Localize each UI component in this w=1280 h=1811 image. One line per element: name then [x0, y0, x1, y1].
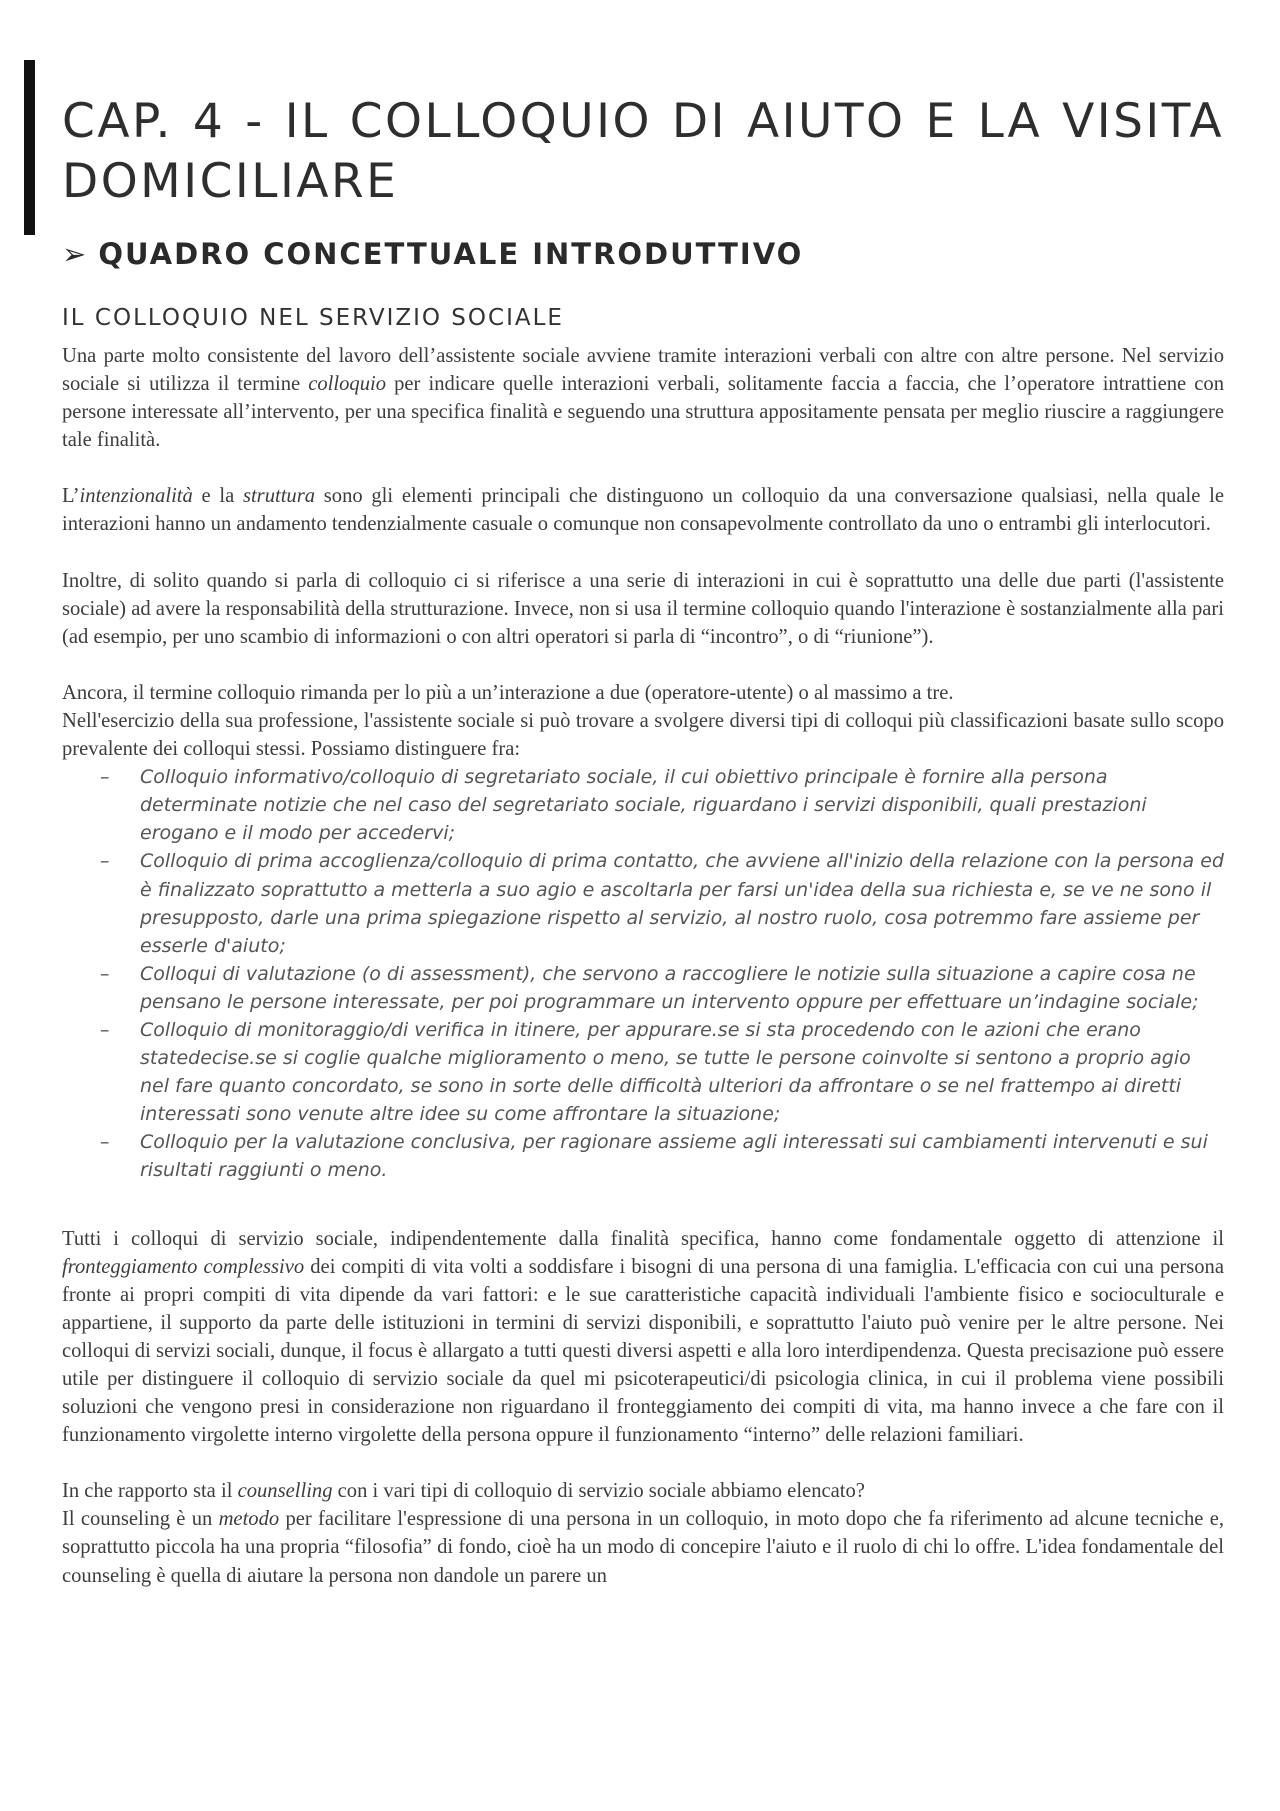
section-heading — [62, 237, 803, 271]
chapter-title: CAP. 4 - IL COLLOQUIO DI AIUTO E LA VISITA DOMICILIARE — [62, 94, 1224, 209]
dash-bullet-icon: – — [100, 850, 110, 873]
colloquio-types-list — [62, 763, 1224, 1184]
paragraph: Una parte molto consistente del lavoro dell’assistente sociale avviene tramite interazioni verbali con altre con altre persone. Nel servizio sociale si utilizza il termine colloquio per indicare quelle interazioni verbali, solitamente faccia a faccia, che l’operatore intrattiene con persone interessate all’intervento, per una specifica finalità e seguendo una struttura appositamente pensata per meglio riuscire a raggiungere tale finalità. — [62, 345, 1224, 452]
dash-bullet-icon: – — [100, 1018, 110, 1041]
list-item: – Colloquio di prima accoglienza/colloquio di prima contatto, che avviene all'inizio della relazione con la persona ed è finalizzato soprattutto a metterla a suo agio e ascoltarla per farsi un'idea della sua richiesta e, se ve ne sono il presupposto, darle una prima spiegazione rispetto al servizio, al nostro ruolo, cosa potremmo fare assieme per esserle d'aiuto; — [62, 847, 1224, 959]
dash-bullet-icon: – — [100, 962, 110, 985]
paragraph: Il counseling è un metodo per facilitare l'espressione di una persona in un colloquio, in moto dopo che fa riferimento ad alcune tecniche e, soprattutto piccola ha una propria “filosofia” di fondo, cioè ha un modo di concepire l'aiuto e il ruolo di chi lo offre. L'idea fondamentale del counseling è quella di aiutare la persona non dandole un parere un — [62, 1508, 1224, 1587]
subsection-heading: IL COLLOQUIO NEL SERVIZIO SOCIALE — [62, 305, 564, 331]
dash-bullet-icon: – — [100, 766, 110, 789]
body-text — [62, 342, 1224, 1590]
paragraph: Tutti i colloqui di servizio sociale, indipendentemente dalla finalità specifica, hanno come fondamentale oggetto di attenzione il fronteggiamento complessivo dei compiti di vita volti a soddisfare i bisogni di una persona di una famiglia. L'efficacia con cui una persona fronte ai propri compiti di vita dipende da vari fattori: e le sue caratteristiche capacità individuali l'ambiente fisico e socioculturale e appartiene, il supporto da parte delle istituzioni in termini di servizi disponibili, e soprattutto l'aiuto può venire per le altre persone. Nei colloqui di servizi sociali, dunque, il focus è allargato a tutti questi diversi aspetti e alla loro interdipendenza. Questa precisazione può essere utile per distinguere il colloquio di servizio sociale da quel mi psicoterapeutici/di psicologia clinica, in cui il problema viene possibili soluzioni che vengono presi in considerazione non riguardano il fronteggiamento dei compiti di vita, ma hanno invece a che fare con il funzionamento virgolette interno virgolette della persona oppure il funzionamento “interno” delle relazioni familiari. — [62, 1227, 1224, 1447]
paragraph: Ancora, il termine colloquio rimanda per lo più a un’interazione a due (operatore-utente) o al massimo a tre. — [62, 681, 954, 704]
list-item: – Colloquio di monitoraggio/di verifica in itinere, per appurare.se si sta procedendo con le azioni che erano statedecise.se si coglie qualche miglioramento o meno, se tutte le persone coinvolte si sentono a proprio agio nel fare quanto concordato, se sono in sorte delle difficoltà ulteriori da affrontare o se nel frattempo ai diretti interessati sono venute altre idee su come affrontare la situazione; — [62, 1016, 1224, 1128]
paragraph: Nell'esercizio della sua professione, l'assistente sociale si può trovare a svolgere diversi tipi di colloqui più classificazioni basate sullo scopo prevalente dei colloqui stessi. Possiamo distinguere fra: — [62, 709, 1224, 761]
title-accent-bar — [24, 60, 35, 235]
arrow-bullet-icon: ➢ — [62, 237, 89, 271]
dash-bullet-icon: – — [100, 1131, 110, 1154]
section-title: QUADRO CONCETTUALE INTRODUTTIVO — [98, 237, 804, 271]
paragraph: In che rapporto sta il counselling con i vari tipi di colloquio di servizio sociale abbiamo elencato? — [62, 1480, 865, 1503]
paragraph: L’intenzionalità e la struttura sono gli elementi principali che distinguono un colloquio da una conversazione qualsiasi, nella quale le interazioni hanno un andamento tendenzialmente casuale o comunque non consapevolmente controllato da uno o entrambi gli interlocutori. — [62, 485, 1224, 536]
paragraph: Inoltre, di solito quando si parla di colloquio ci si riferisce a una serie di interazioni in cui è soprattutto una delle due parti (l'assistente sociale) ad avere la responsabilità della strutturazione. Invece, non si usa il termine colloquio quando l'interazione è sostanzialmente alla pari (ad esempio, per uno scambio di informazioni o con altri operatori si parla di “incontro”, o di “riunione”). — [62, 569, 1224, 648]
list-item: – Colloquio informativo/colloquio di segretariato sociale, il cui obiettivo principale è fornire alla persona determinate notizie che nel caso del segretariato sociale, riguardano i servizi disponibili, quali prestazioni erogano e il modo per accedervi; — [62, 763, 1224, 847]
list-item: – Colloqui di valutazione (o di assessment), che servono a raccogliere le notizie sulla situazione a capire cosa ne pensano le persone interessate, per poi programmare un intervento oppure per effettuare un’indagine sociale; — [62, 960, 1224, 1016]
list-item: – Colloquio per la valutazione conclusiva, per ragionare assieme agli interessati sui cambiamenti intervenuti e sui risultati raggiunti o meno. — [62, 1128, 1224, 1184]
